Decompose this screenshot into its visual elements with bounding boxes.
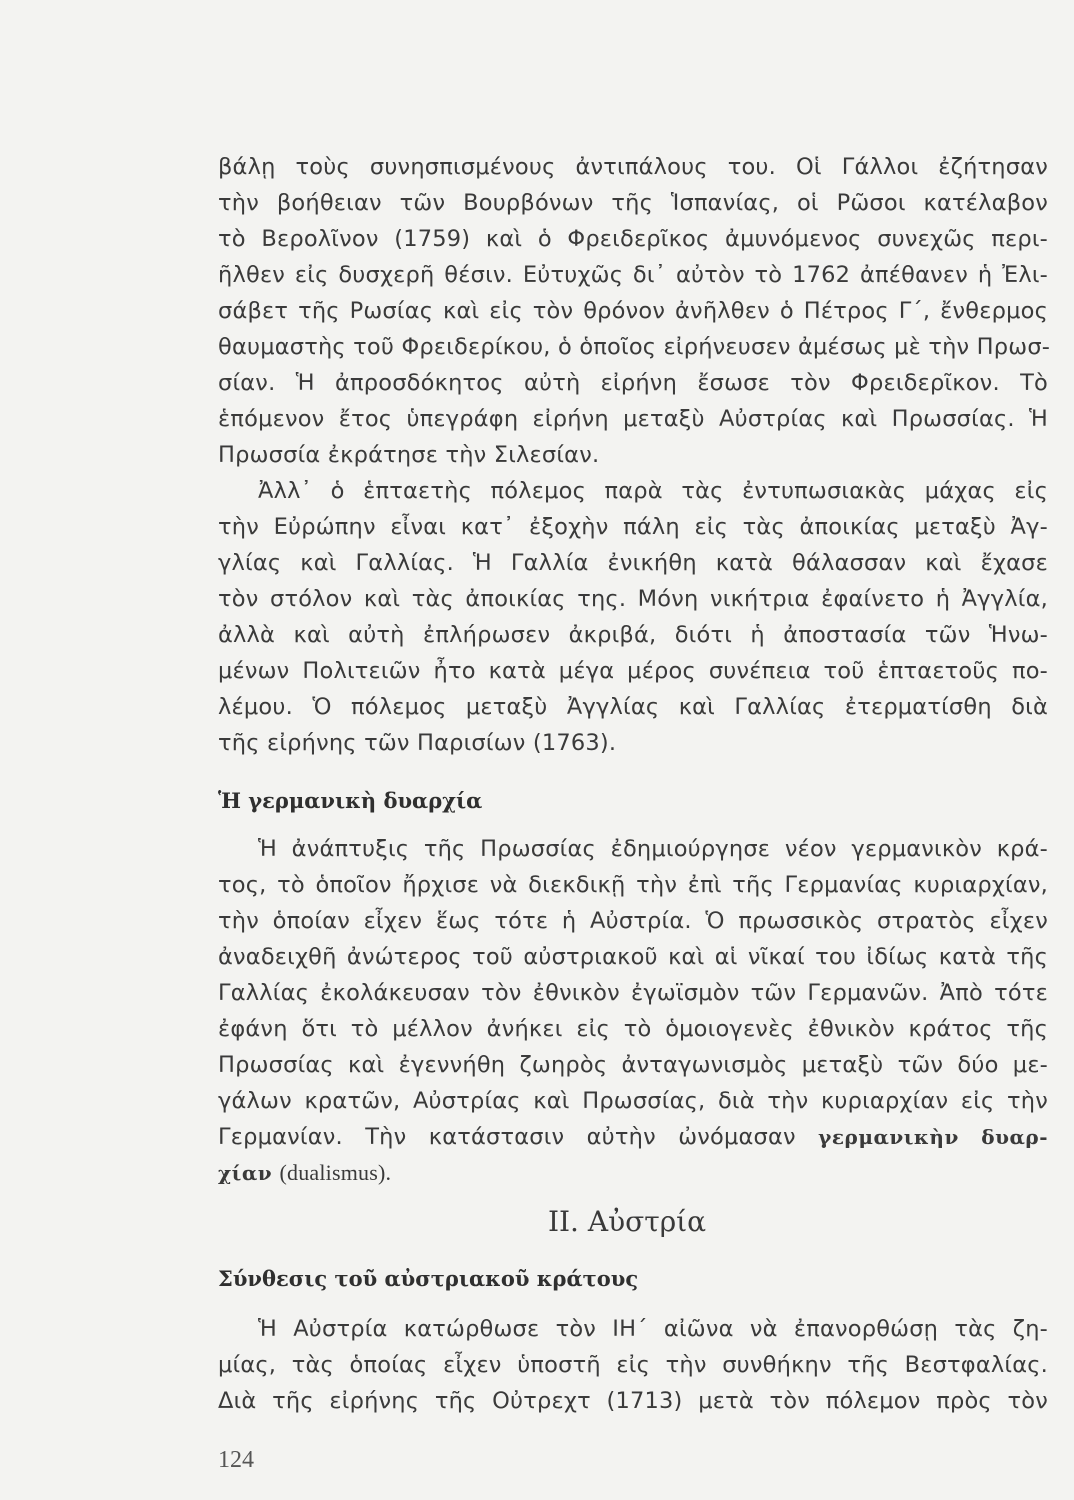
text-line: θαυμαστὴς τοῦ Φρειδερίκου, ὁ ὁποῖος εἰρήνευσεν ἀμέσως μὲ τὴν Πρωσ- [218,334,1051,360]
text-line: τὴν ὁποίαν εἶχεν ἕως τότε ἡ Αὐστρία. Ὁ πρωσσικὸς στρατὸς εἶχεν [218,908,1048,934]
text-line: βάλῃ τοὺς συνησπισμένους ἀντιπάλους του. Οἱ Γάλλοι ἐζήτησαν [218,154,1048,180]
subheading-german-dualism: Ἡ γερμανικὴ δυαρχία [218,788,483,813]
text-line: τῆς εἰρήνης τῶν Παρισίων (1763). [218,730,617,756]
text-line: τὸν στόλον καὶ τὰς ἀποικίας της. Μόνη νικήτρια ἐφαίνετο ἡ Ἀγγλία, [218,586,1048,612]
text-segment: (dualismus). [279,1160,392,1185]
text-line: σάβετ τῆς Ρωσίας καὶ εἰς τὸν θρόνον ἀνῆλθεν ὁ Πέτρος Γ΄, ἔνθερμος [218,298,1048,324]
text-line: Πρωσσίας καὶ ἐγεννήθη ζωηρὸς ἀνταγωνισμὸς μεταξὺ τῶν δύο με- [218,1052,1048,1078]
page-number: 124 [218,1447,254,1473]
text-line [218,1156,1048,1190]
text-line: γλίας καὶ Γαλλίας. Ἡ Γαλλία ἐνικήθη κατὰ θάλασσαν καὶ ἔχασε [218,550,1048,576]
text-line: τὴν Εὐρώπην εἶναι κατ᾽ ἐξοχὴν πάλη εἰς τὰς ἀποικίας μεταξὺ Ἀγ- [218,514,1048,540]
section-title: II. Αὐστρία [547,1205,707,1238]
text-line: γάλων κρατῶν, Αὐστρίας καὶ Πρωσσίας, διὰ τὴν κυριαρχίαν εἰς τὴν [218,1088,1048,1114]
text-line: σίαν. Ἡ ἀπροσδόκητος αὐτὴ εἰρήνη ἔσωσε τὸν Φρειδερῖκον. Τὸ [218,370,1048,396]
text-line: τὸ Βερολῖνον (1759) καὶ ὁ Φρειδερῖκος ἀμυνόμενος συνεχῶς περι- [218,226,1048,252]
text-line: ἀλλὰ καὶ αὐτὴ ἐπλήρωσεν ἀκριβά, διότι ἡ ἀποστασία τῶν Ἡνω- [218,622,1048,648]
text-line: Γαλλίας ἐκολάκευσαν τὸν ἐθνικὸν ἐγωϊσμὸν τῶν Γερμανῶν. Ἀπὸ τότε [218,980,1048,1006]
text-line: λέμου. Ὁ πόλεμος μεταξὺ Ἀγγλίας καὶ Γαλλίας ἐτερματίσθη διὰ [218,694,1048,720]
emphasis-term: γερμανικὴν δυαρ- [818,1125,1048,1149]
subheading-austrian-state: Σύνθεσις τοῦ αὐστριακοῦ κράτους [218,1266,639,1291]
text-line: μίας, τὰς ὁποίας εἶχεν ὑποστῆ εἰς τὴν συνθήκην τῆς Βεστφαλίας. [218,1352,1048,1378]
text-segment: Γερμανίαν. Τὴν κατάστασιν αὐτὴν ὠνόμασαν [218,1124,796,1150]
text-line: μένων Πολιτειῶν ἦτο κατὰ μέγα μέρος συνέπεια τοῦ ἑπταετοῦς πο- [218,658,1048,684]
text-line: Διὰ τῆς εἰρήνης τῆς Οὐτρεχτ (1713) μετὰ τὸν πόλεμον πρὸς τὸν [218,1388,1048,1414]
text-line: ῆλθεν εἰς δυσχερῆ θέσιν. Εὐτυχῶς δι᾽ αὐτὸν τὸ 1762 ἀπέθανεν ἡ Ἐλι- [218,262,1048,288]
text-line: Πρωσσία ἐκράτησε τὴν Σιλεσίαν. [218,442,600,468]
text-line: Ἡ Αὐστρία κατώρθωσε τὸν ΙΗ΄ αἰῶνα νὰ ἐπανορθώσῃ τὰς ζη- [258,1316,1048,1342]
emphasis-term: χίαν [218,1161,273,1185]
text-line: ἐφάνη ὅτι τὸ μέλλον ἀνήκει εἰς τὸ ὁμοιογενὲς ἐθνικὸν κράτος τῆς [218,1016,1048,1042]
text-line [218,1120,1048,1154]
text-line: ἑπόμενον ἔτος ὑπεγράφη εἰρήνη μεταξὺ Αὐστρίας καὶ Πρωσσίας. Ἡ [218,406,1048,432]
text-line: Ἀλλ᾽ ὁ ἑπταετὴς πόλεμος παρὰ τὰς ἐντυπωσιακὰς μάχας εἰς [258,478,1048,504]
text-line: ἀναδειχθῆ ἀνώτερος τοῦ αὐστριακοῦ καὶ αἱ νῖκαί του ἰδίως κατὰ τῆς [218,944,1048,970]
text-line: Ἡ ἀνάπτυξις τῆς Πρωσσίας ἐδημιούργησε νέον γερμανικὸν κρά- [258,836,1048,862]
text-line: τος, τὸ ὁποῖον ἤρχισε νὰ διεκδικῇ τὴν ἐπὶ τῆς Γερμανίας κυριαρχίαν, [218,872,1048,898]
text-line: τὴν βοήθειαν τῶν Βουρβόνων τῆς Ἱσπανίας, οἱ Ρῶσοι κατέλαβον [218,190,1048,216]
